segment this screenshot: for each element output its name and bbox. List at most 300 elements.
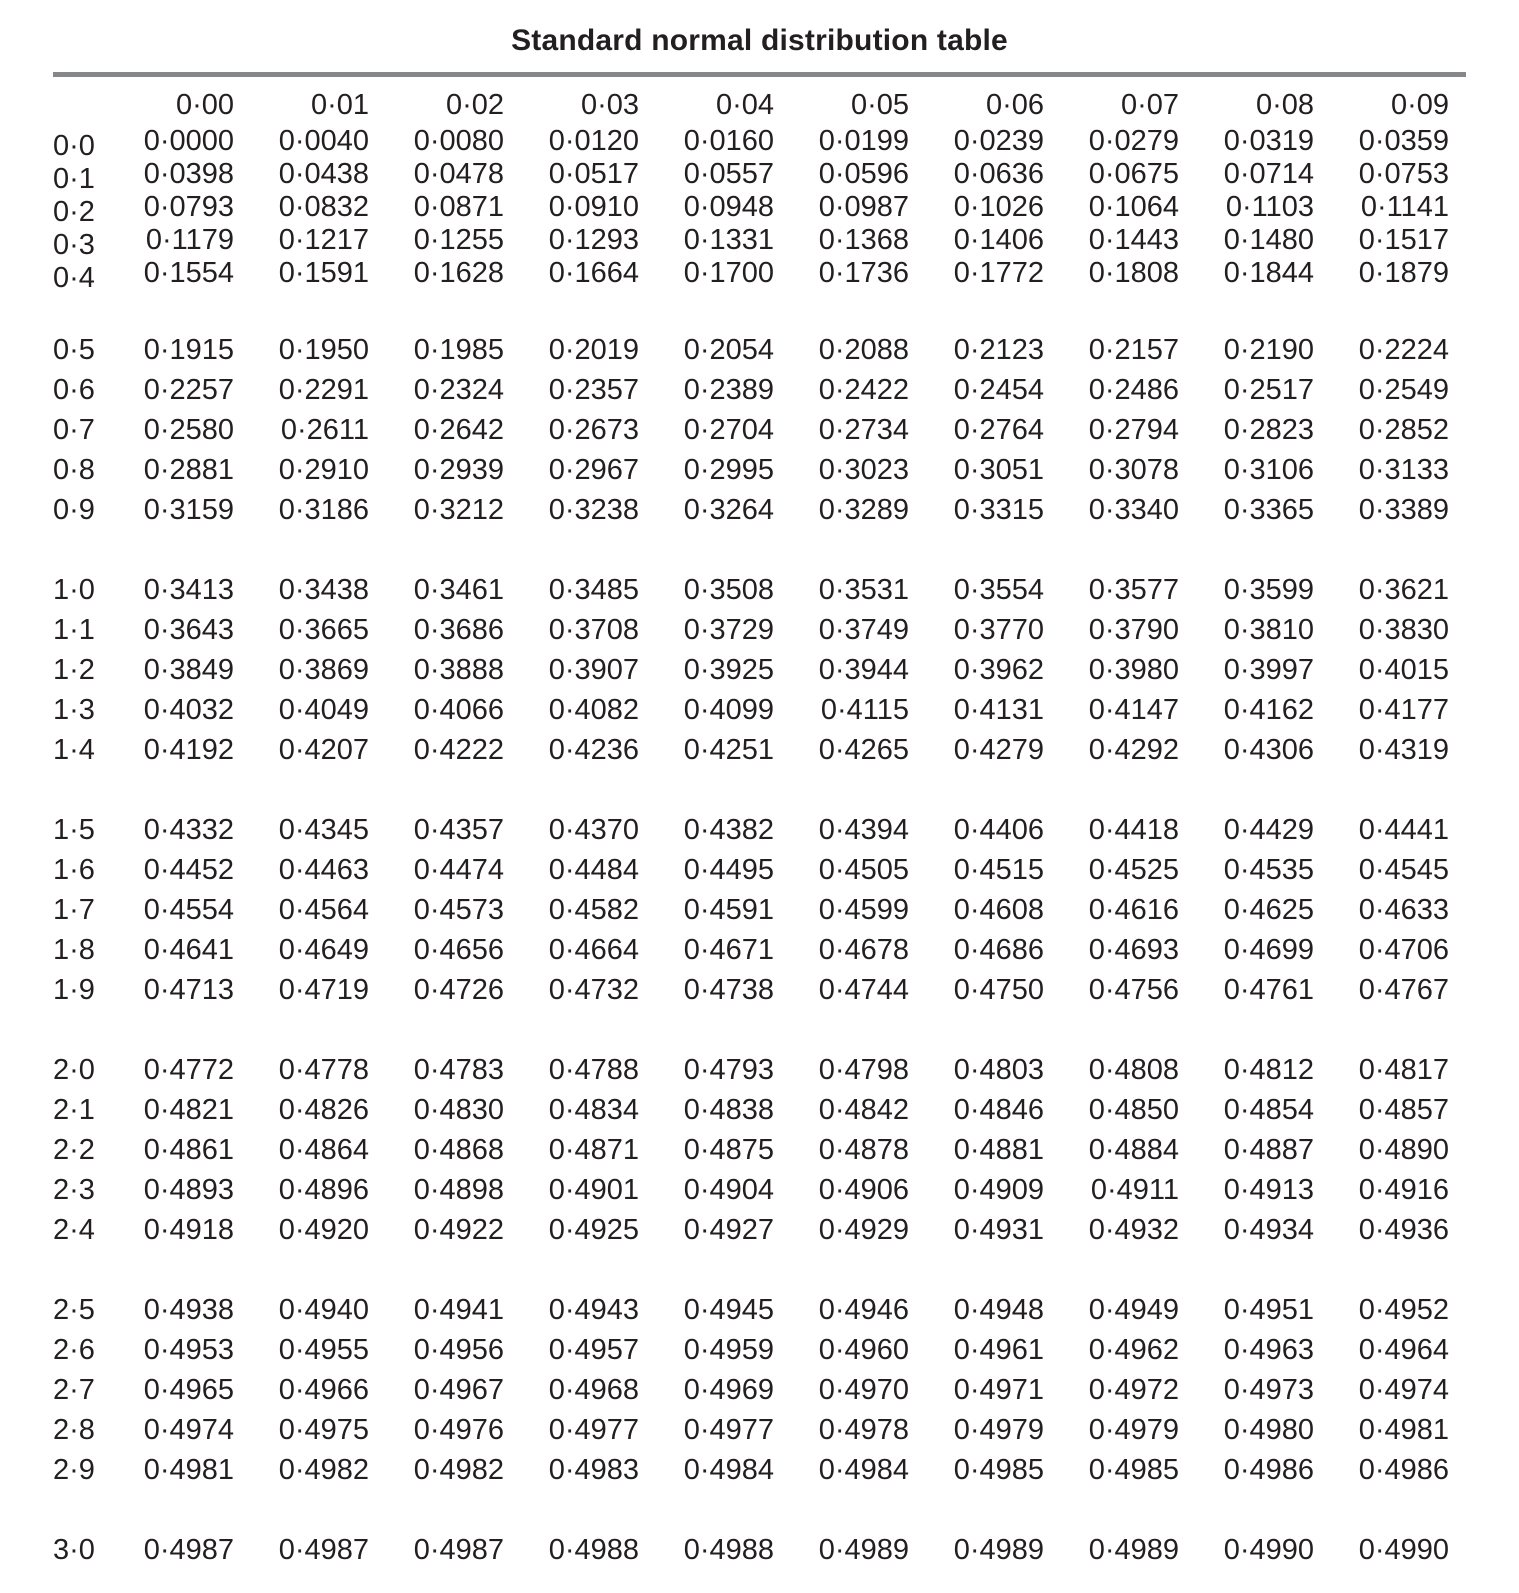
table-cell: 0·1772 — [953, 257, 1044, 289]
table-cell: 0·4599 — [818, 894, 909, 926]
table-cell: 0·3389 — [1358, 494, 1449, 526]
table-cell: 0·4649 — [278, 934, 369, 966]
table-cell: 0·4887 — [1223, 1134, 1314, 1166]
table-cell: 0·3944 — [818, 654, 909, 686]
table-row — [53, 330, 1466, 370]
row-header: 0·7 — [53, 414, 95, 446]
table-cell: 0·4988 — [548, 1534, 639, 1566]
row-header: 2·6 — [53, 1334, 95, 1366]
table-cell: 0·4971 — [953, 1374, 1044, 1406]
table-cell: 0·3531 — [818, 574, 909, 606]
table-cell: 0·4968 — [548, 1374, 639, 1406]
table-cell: 0·1293 — [548, 224, 639, 256]
table-cell: 0·4505 — [818, 854, 909, 886]
table-cell: 0·4525 — [1088, 854, 1179, 886]
table-cell: 0·4987 — [278, 1534, 369, 1566]
table-cell: 0·4726 — [413, 974, 504, 1006]
table-cell: 0·4693 — [1088, 934, 1179, 966]
table-cell: 0·3708 — [548, 614, 639, 646]
table-cell: 0·3438 — [278, 574, 369, 606]
table-cell: 0·4251 — [683, 734, 774, 766]
table-cell: 0·1844 — [1223, 257, 1314, 289]
table-cell: 0·1591 — [278, 257, 369, 289]
normal-distribution-table — [53, 85, 1466, 1570]
table-row — [53, 730, 1466, 770]
table-cell: 0·1879 — [1358, 257, 1449, 289]
table-cell: 0·4904 — [683, 1174, 774, 1206]
table-row — [53, 850, 1466, 890]
table-cell: 0·0319 — [1223, 125, 1314, 157]
table-cell: 0·0080 — [413, 125, 504, 157]
table-cell: 0·2054 — [683, 334, 774, 366]
table-cell: 0·2257 — [143, 374, 234, 406]
table-cell: 0·4793 — [683, 1054, 774, 1086]
table-cell: 0·0636 — [953, 158, 1044, 190]
table-cell: 0·4973 — [1223, 1374, 1314, 1406]
table-cell: 0·4441 — [1358, 814, 1449, 846]
table-cell: 0·4332 — [143, 814, 234, 846]
table-cell: 0·1480 — [1223, 224, 1314, 256]
table-row — [53, 1090, 1466, 1130]
table-cell: 0·4192 — [143, 734, 234, 766]
table-cell: 0·3315 — [953, 494, 1044, 526]
table-cell: 0·2580 — [143, 414, 234, 446]
row-header: 1·4 — [53, 734, 95, 766]
table-cell: 0·0040 — [278, 125, 369, 157]
table-cell: 0·4772 — [143, 1054, 234, 1086]
table-row — [53, 1330, 1466, 1370]
table-cell: 0·4981 — [1358, 1414, 1449, 1446]
table-row — [53, 890, 1466, 930]
table-cell: 0·2088 — [818, 334, 909, 366]
table-cell: 0·0910 — [548, 191, 639, 223]
table-cell: 0·0832 — [278, 191, 369, 223]
table-cell: 0·3997 — [1223, 654, 1314, 686]
row-group — [53, 330, 1466, 530]
table-cell: 0·4901 — [548, 1174, 639, 1206]
row-header: 2·3 — [53, 1174, 95, 1206]
table-cell: 0·4382 — [683, 814, 774, 846]
table-cell: 0·4952 — [1358, 1294, 1449, 1326]
table-cell: 0·0517 — [548, 158, 639, 190]
table-cell: 0·4940 — [278, 1294, 369, 1326]
table-cell: 0·4875 — [683, 1134, 774, 1166]
table-cell: 0·1915 — [143, 334, 234, 366]
row-header: 2·1 — [53, 1094, 95, 1126]
row-header: 1·1 — [53, 614, 95, 646]
row-header: 0·6 — [53, 374, 95, 406]
table-cell: 0·4946 — [818, 1294, 909, 1326]
table-cell: 0·3665 — [278, 614, 369, 646]
table-cell: 0·2764 — [953, 414, 1044, 446]
table-cell: 0·2939 — [413, 454, 504, 486]
table-cell: 0·4982 — [278, 1454, 369, 1486]
table-cell: 0·3264 — [683, 494, 774, 526]
table-cell: 0·4961 — [953, 1334, 1044, 1366]
table-cell: 0·4162 — [1223, 694, 1314, 726]
row-header: 2·5 — [53, 1294, 95, 1326]
table-cell: 0·4846 — [953, 1094, 1044, 1126]
table-cell: 0·4854 — [1223, 1094, 1314, 1126]
table-cell: 0·4986 — [1358, 1454, 1449, 1486]
table-cell: 0·4821 — [143, 1094, 234, 1126]
table-cell: 0·4906 — [818, 1174, 909, 1206]
table-cell: 0·4830 — [413, 1094, 504, 1126]
table-cell: 0·2794 — [1088, 414, 1179, 446]
table-cell: 0·2881 — [143, 454, 234, 486]
table-cell: 0·4115 — [820, 694, 909, 726]
table-row — [53, 650, 1466, 690]
table-cell: 0·4988 — [683, 1534, 774, 1566]
table-cell: 0·4573 — [413, 894, 504, 926]
table-row — [53, 1530, 1466, 1570]
table-cell: 0·3621 — [1358, 574, 1449, 606]
table-cell: 0·4484 — [548, 854, 639, 886]
table-cell: 0·4857 — [1358, 1094, 1449, 1126]
corner-cell — [53, 85, 99, 125]
table-cell: 0·3770 — [953, 614, 1044, 646]
table-cell: 0·4949 — [1088, 1294, 1179, 1326]
row-group — [53, 1530, 1466, 1570]
table-cell: 0·4970 — [818, 1374, 909, 1406]
table-cell: 0·4925 — [548, 1214, 639, 1246]
table-cell: 0·4979 — [1088, 1414, 1179, 1446]
table-cell: 0·3289 — [818, 494, 909, 526]
row-header: 1·2 — [53, 654, 95, 686]
table-cell: 0·0948 — [683, 191, 774, 223]
table-cell: 0·1026 — [953, 191, 1044, 223]
table-cell: 0·4990 — [1223, 1534, 1314, 1566]
table-cell: 0·4798 — [818, 1054, 909, 1086]
table-cell: 0·0199 — [818, 125, 909, 157]
table-cell: 0·2910 — [278, 454, 369, 486]
table-cell: 0·4976 — [413, 1414, 504, 1446]
table-cell: 0·2611 — [280, 414, 369, 446]
table-cell: 0·4884 — [1088, 1134, 1179, 1166]
row-header: 0·4 — [53, 262, 95, 294]
table-cell: 0·4783 — [413, 1054, 504, 1086]
table-cell: 0·1064 — [1088, 191, 1179, 223]
row-header: 2·2 — [53, 1134, 95, 1166]
table-cell: 0·4808 — [1088, 1054, 1179, 1086]
row-group — [53, 125, 1466, 294]
table-cell: 0·4535 — [1223, 854, 1314, 886]
row-header: 1·3 — [53, 694, 95, 726]
table-cell: 0·3023 — [818, 454, 909, 486]
table-cell: 0·4941 — [413, 1294, 504, 1326]
table-cell: 0·2517 — [1223, 374, 1314, 406]
table-cell: 0·4515 — [953, 854, 1044, 886]
table-cell: 0·4834 — [548, 1094, 639, 1126]
table-cell: 0·4936 — [1358, 1214, 1449, 1246]
row-header: 0·9 — [53, 494, 95, 526]
table-row — [53, 810, 1466, 850]
table-cell: 0·4868 — [413, 1134, 504, 1166]
table-cell: 0·4032 — [143, 694, 234, 726]
table-cell: 0·2454 — [953, 374, 1044, 406]
table-row — [53, 158, 1466, 195]
table-cell: 0·4909 — [953, 1174, 1044, 1206]
table-cell: 0·2734 — [818, 414, 909, 446]
table-cell: 0·3686 — [413, 614, 504, 646]
table-cell: 0·4985 — [1088, 1454, 1179, 1486]
table-cell: 0·1217 — [278, 224, 369, 256]
table-cell: 0·2486 — [1088, 374, 1179, 406]
table-cell: 0·4738 — [683, 974, 774, 1006]
row-header: 0·5 — [53, 334, 95, 366]
row-header: 1·8 — [53, 934, 95, 966]
table-cell: 0·3078 — [1088, 454, 1179, 486]
table-cell: 0·4965 — [143, 1374, 234, 1406]
table-cell: 0·4911 — [1090, 1174, 1179, 1206]
table-cell: 0·4951 — [1223, 1294, 1314, 1326]
table-cell: 0·4957 — [548, 1334, 639, 1366]
table-cell: 0·4838 — [683, 1094, 774, 1126]
table-cell: 0·4744 — [818, 974, 909, 1006]
table-cell: 0·2157 — [1088, 334, 1179, 366]
table-cell: 0·4495 — [683, 854, 774, 886]
table-cell: 0·2704 — [683, 414, 774, 446]
table-cell: 0·4306 — [1223, 734, 1314, 766]
table-cell: 0·1628 — [413, 257, 504, 289]
table-cell: 0·3212 — [413, 494, 504, 526]
table-cell: 0·3962 — [953, 654, 1044, 686]
table-cell: 0·0359 — [1358, 125, 1449, 157]
table-cell: 0·4463 — [278, 854, 369, 886]
table-cell: 0·2019 — [548, 334, 639, 366]
table-cell: 0·4842 — [818, 1094, 909, 1126]
table-cell: 0·4554 — [143, 894, 234, 926]
table-cell: 0·4861 — [143, 1134, 234, 1166]
table-row — [53, 410, 1466, 450]
table-row — [53, 191, 1466, 228]
table-cell: 0·3159 — [143, 494, 234, 526]
table-cell: 0·1950 — [278, 334, 369, 366]
table-row — [53, 1370, 1466, 1410]
table-cell: 0·4979 — [953, 1414, 1044, 1446]
table-cell: 0·2123 — [953, 334, 1044, 366]
table-cell: 0·1700 — [683, 257, 774, 289]
table-cell: 0·4582 — [548, 894, 639, 926]
table-row — [53, 125, 1466, 162]
table-cell: 0·4591 — [683, 894, 774, 926]
table-cell: 0·0714 — [1223, 158, 1314, 190]
table-cell: 0·4147 — [1088, 694, 1179, 726]
table-cell: 0·0871 — [413, 191, 504, 223]
table-cell: 0·4732 — [548, 974, 639, 1006]
table-cell: 0·4564 — [278, 894, 369, 926]
table-cell: 0·3340 — [1088, 494, 1179, 526]
table-cell: 0·3413 — [143, 574, 234, 606]
table-cell: 0·4864 — [278, 1134, 369, 1166]
table-cell: 0·4625 — [1223, 894, 1314, 926]
table-cell: 0·1736 — [818, 257, 909, 289]
table-cell: 0·3749 — [818, 614, 909, 646]
table-cell: 0·3051 — [953, 454, 1044, 486]
table-cell: 0·0478 — [413, 158, 504, 190]
page-title: Standard normal distribution table — [511, 24, 1008, 57]
table-cell: 0·2324 — [413, 374, 504, 406]
table-row — [53, 1050, 1466, 1090]
table-cell: 0·1985 — [413, 334, 504, 366]
table-cell: 0·3461 — [413, 574, 504, 606]
table-cell: 0·4989 — [953, 1534, 1044, 1566]
row-header: 0·2 — [53, 196, 95, 228]
row-header: 2·4 — [53, 1214, 95, 1246]
table-row — [53, 450, 1466, 490]
col-header: 0·05 — [850, 89, 909, 121]
table-cell: 0·2357 — [548, 374, 639, 406]
table-cell: 0·4962 — [1088, 1334, 1179, 1366]
table-cell: 0·4319 — [1358, 734, 1449, 766]
table-cell: 0·4713 — [143, 974, 234, 1006]
table-cell: 0·2291 — [278, 374, 369, 406]
table-cell: 0·1331 — [683, 224, 774, 256]
table-cell: 0·4686 — [953, 934, 1044, 966]
table-cell: 0·4236 — [548, 734, 639, 766]
table-cell: 0·4918 — [143, 1214, 234, 1246]
table-cell: 0·1443 — [1088, 224, 1179, 256]
col-header: 0·09 — [1390, 89, 1449, 121]
table-cell: 0·4967 — [413, 1374, 504, 1406]
table-cell: 0·2190 — [1223, 334, 1314, 366]
table-cell: 0·4972 — [1088, 1374, 1179, 1406]
table-row — [53, 610, 1466, 650]
table-cell: 0·4920 — [278, 1214, 369, 1246]
table-cell: 0·4633 — [1358, 894, 1449, 926]
row-header: 0·3 — [53, 229, 95, 261]
table-cell: 0·4990 — [1358, 1534, 1449, 1566]
header-row — [53, 85, 1466, 125]
col-header: 0·06 — [985, 89, 1044, 121]
row-group — [53, 810, 1466, 1010]
table-cell: 0·4641 — [143, 934, 234, 966]
table-row — [53, 1130, 1466, 1170]
table-cell: 0·4049 — [278, 694, 369, 726]
table-cell: 0·0793 — [143, 191, 234, 223]
table-cell: 0·0557 — [683, 158, 774, 190]
row-header: 2·8 — [53, 1414, 95, 1446]
row-header: 1·5 — [53, 814, 95, 846]
table-cell: 0·4345 — [278, 814, 369, 846]
table-cell: 0·2967 — [548, 454, 639, 486]
table-cell: 0·2224 — [1358, 334, 1449, 366]
title-divider — [53, 72, 1466, 77]
table-cell: 0·3133 — [1358, 454, 1449, 486]
table-cell: 0·4981 — [143, 1454, 234, 1486]
table-cell: 0·2673 — [548, 414, 639, 446]
row-header: 3·0 — [53, 1534, 95, 1566]
row-header: 2·7 — [53, 1374, 95, 1406]
table-cell: 0·4292 — [1088, 734, 1179, 766]
table-cell: 0·4699 — [1223, 934, 1314, 966]
table-row — [53, 1290, 1466, 1330]
table-cell: 0·0279 — [1088, 125, 1179, 157]
table-cell: 0·1103 — [1225, 191, 1314, 223]
table-cell: 0·0120 — [548, 125, 639, 157]
table-cell: 0·1406 — [953, 224, 1044, 256]
table-cell: 0·3186 — [278, 494, 369, 526]
table-cell: 0·4931 — [953, 1214, 1044, 1246]
table-cell: 0·4927 — [683, 1214, 774, 1246]
table-cell: 0·1179 — [145, 224, 234, 256]
table-cell: 0·4429 — [1223, 814, 1314, 846]
col-header: 0·00 — [175, 89, 234, 121]
table-cell: 0·3849 — [143, 654, 234, 686]
table-cell: 0·4222 — [413, 734, 504, 766]
table-cell: 0·4671 — [683, 934, 774, 966]
table-cell: 0·3599 — [1223, 574, 1314, 606]
table-cell: 0·1517 — [1358, 224, 1449, 256]
row-header: 0·1 — [53, 163, 95, 195]
table-cell: 0·1808 — [1088, 257, 1179, 289]
table-cell: 0·3238 — [548, 494, 639, 526]
table-cell: 0·4664 — [548, 934, 639, 966]
table-cell: 0·0987 — [818, 191, 909, 223]
table-cell: 0·4177 — [1358, 694, 1449, 726]
row-header: 0·8 — [53, 454, 95, 486]
table-cell: 0·4474 — [413, 854, 504, 886]
row-header: 1·6 — [53, 854, 95, 886]
table-cell: 0·0596 — [818, 158, 909, 190]
row-header: 1·0 — [53, 574, 95, 606]
table-cell: 0·4817 — [1358, 1054, 1449, 1086]
table-cell: 0·4934 — [1223, 1214, 1314, 1246]
col-header: 0·03 — [580, 89, 639, 121]
table-cell: 0·4938 — [143, 1294, 234, 1326]
table-cell: 0·4756 — [1088, 974, 1179, 1006]
table-cell: 0·4394 — [818, 814, 909, 846]
table-cell: 0·2642 — [413, 414, 504, 446]
col-header: 0·08 — [1255, 89, 1314, 121]
table-cell: 0·4656 — [413, 934, 504, 966]
table-cell: 0·2852 — [1358, 414, 1449, 446]
table-cell: 0·3554 — [953, 574, 1044, 606]
table-cell: 0·4616 — [1088, 894, 1179, 926]
table-cell: 0·3577 — [1088, 574, 1179, 606]
table-cell: 0·3810 — [1223, 614, 1314, 646]
table-cell: 0·4608 — [953, 894, 1044, 926]
table-row — [53, 1450, 1466, 1490]
table-cell: 0·4898 — [413, 1174, 504, 1206]
table-cell: 0·4826 — [278, 1094, 369, 1126]
table-cell: 0·4893 — [143, 1174, 234, 1206]
table-cell: 0·3365 — [1223, 494, 1314, 526]
table-cell: 0·4678 — [818, 934, 909, 966]
table-cell: 0·4812 — [1223, 1054, 1314, 1086]
table-cell: 0·4545 — [1358, 854, 1449, 886]
table-cell: 0·2389 — [683, 374, 774, 406]
table-cell: 0·4986 — [1223, 1454, 1314, 1486]
col-header: 0·01 — [310, 89, 369, 121]
table-row — [53, 1210, 1466, 1250]
table-cell: 0·4099 — [683, 694, 774, 726]
table-cell: 0·4916 — [1358, 1174, 1449, 1206]
table-cell: 0·4767 — [1358, 974, 1449, 1006]
table-cell: 0·4984 — [683, 1454, 774, 1486]
table-cell: 0·4964 — [1358, 1334, 1449, 1366]
table-cell: 0·4913 — [1223, 1174, 1314, 1206]
table-row — [53, 690, 1466, 730]
table-cell: 0·4418 — [1088, 814, 1179, 846]
table-cell: 0·4131 — [953, 694, 1044, 726]
table-cell: 0·4778 — [278, 1054, 369, 1086]
table-cell: 0·3106 — [1223, 454, 1314, 486]
table-cell: 0·4959 — [683, 1334, 774, 1366]
table-cell: 0·0675 — [1088, 158, 1179, 190]
table-row — [53, 370, 1466, 410]
table-cell: 0·1255 — [413, 224, 504, 256]
